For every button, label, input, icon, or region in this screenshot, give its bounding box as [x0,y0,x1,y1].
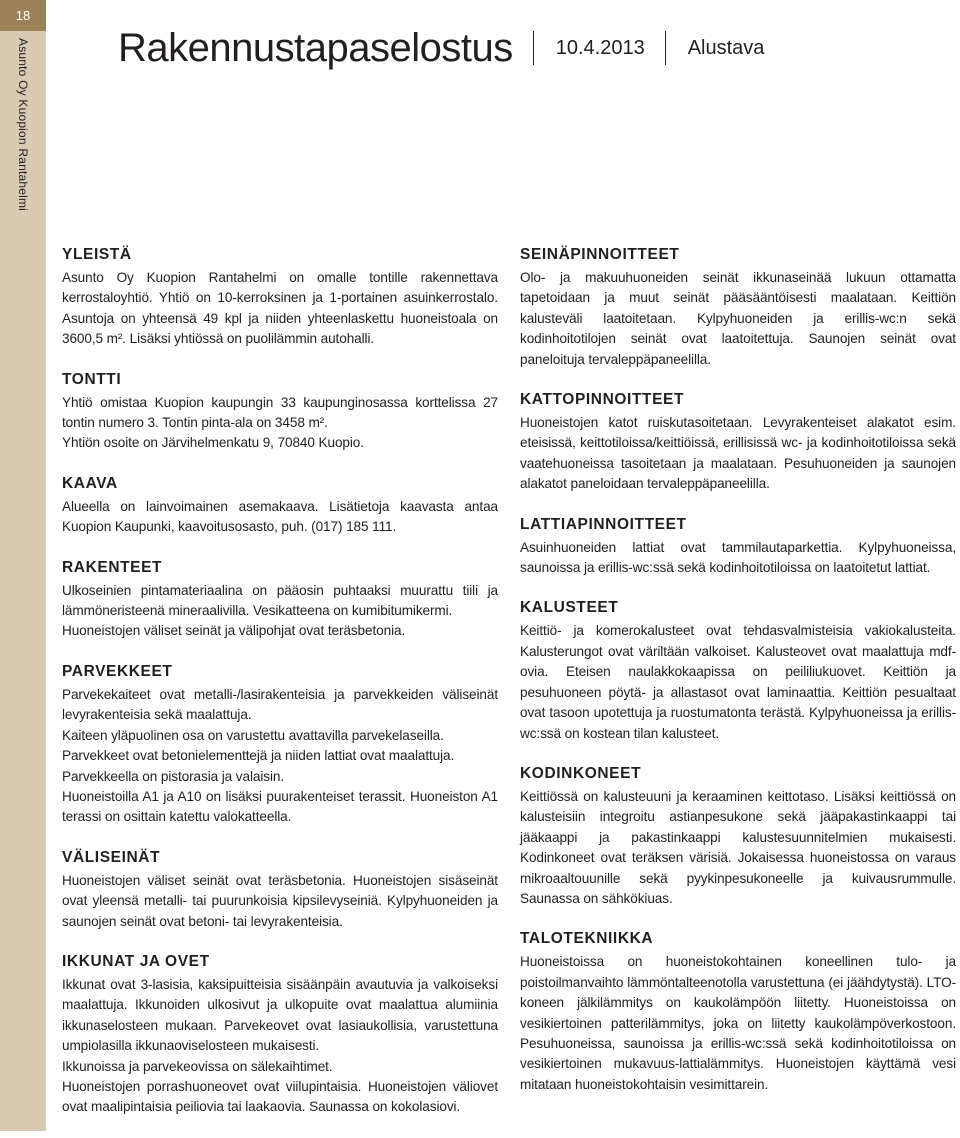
section-heading: SEINÄPINNOITTEET [520,246,680,263]
section-kodinkoneet [520,764,956,909]
section-paragraph: Olo- ja makuuhuoneiden seinät ikkunaseinää lukuun ottamatta tapetoidaan ja muut seinät pääsääntöisesti maalataan. Keittiön kalusteväli laatoitetaan. Kylpyhuoneiden ja erillis-wc:n sekä kodinhoitotilojen seinät ovat laatoitettuja. Saunojen seinät ovat paneloituja tervaleppäpaneelilla. [520,270,956,367]
section-paragraph: Parvekkeella on pistorasia ja valaisin. [62,768,285,784]
section-paragraph: Keittiö- ja komerokalusteet ovat tehdasvalmisteisia vakiokalusteita. Kalusterungot ovat väriltään valkoiset. Kalusteovet ovat maalattuja mdf-ovia. Eteisen naulakkokaapissa on peililiukuovet. Keittiön ja pesuhuoneen pöytä- ja allastasot ovat laminaattia. Keittiön pesualtaat ovat tasoon upotettuja ja ruostumatonta terästä. Kylpyhuoneissa ja erillis-wc:ssä on kostean tilan kalusteet. [520,623,956,741]
section-kattopinnoitteet [520,390,956,495]
document-date: 10.4.2013 [555,36,645,59]
left-column [62,245,498,1138]
section-seinapinnoitteet [520,245,956,370]
section-heading: YLEISTÄ [62,246,132,263]
section-paragraph: Asuinhuoneiden lattiat ovat tammilautaparkettia. Kylpyhuoneissa, saunoissa ja erillis-wc:ssä sekä kodinhoitotiloissa on laatoitetut lattiat. [520,539,956,576]
page-number: 18 [0,0,46,31]
section-heading: PARVEKKEET [62,662,173,680]
document-status: Alustava [687,36,765,59]
section-tontti [62,370,498,454]
page-sidebar [0,0,46,1131]
section-talotekniikka [520,929,956,1095]
section-yleista [62,245,498,350]
section-heading: TALOTEKNIIKKA [520,930,654,948]
section-rakenteet [62,558,498,642]
section-paragraph: Huoneistojen väliset seinät ovat teräsbetonia. Huoneistojen sisäseinät ovat yleensä metalli- tai puurunkoisia kipsilevyseiniä. Kylpyhuoneiden ja saunojen seinät ovat betoni- tai levyrakenteisia. [62,872,498,929]
section-paragraph: Huoneistojen porrashuoneovet ovat viilupintaisia. Huoneistojen väliovet ovat maalipintaisia peiliovia tai laakaovia. Saunassa on kokolasiovi. [62,1078,498,1115]
section-paragraph: Kaiteen yläpuolinen osa on varustettu avattavilla parvekelaseilla. [62,727,444,743]
section-paragraph: Asunto Oy Kuopion Rantahelmi on omalle tontille rakennettava kerrostaloyhtiö. Yhtiö on 10-kerroksinen ja 1-portainen asuinkerrostalo. Asuntoja on yhteensä 49 kpl ja niiden yhteenlaskettu huoneistoala on 3600,5 m². Lisäksi yhtiössä on puolilämmin autohalli. [62,270,498,347]
section-heading: KODINKONEET [520,764,642,782]
section-heading: KATTOPINNOITTEET [520,391,685,409]
section-paragraph: Huoneistojen katot ruiskutasoitetaan. Levyrakenteiset alakatot esim. eteisissä, keittotiloissa/keittiöissä, erillisissä wc- ja kodinhoitotiloissa sekä vaatehuoneissa tasoitetaan ja maalataan. Pesuhuoneiden ja saunojen alakatot paneloidaan tervaleppäpaneelilla. [520,415,956,492]
section-heading: IKKUNAT JA OVET [62,952,210,970]
header-divider [665,31,666,65]
right-column [520,245,956,1115]
section-heading: KALUSTEET [520,599,619,617]
section-paragraph: Parvekekaiteet ovat metalli-/lasirakenteisia ja parvekkeiden väliseinät levyrakenteisia sekä maalattuja. [62,686,498,723]
section-heading: TONTTI [62,370,122,388]
section-paragraph: Parvekkeet ovat betonielementtejä ja niiden lattiat ovat maalattuja. [62,748,455,764]
section-paragraph: Ulkoseinien pintamateriaalina on pääosin puhtaaksi muurattu tiili ja lämmöneristeenä mineraalivilla. Vesikatteena on kumibitumikermi. [62,582,498,619]
section-ikkunat-ja-ovet [62,952,498,1118]
page-header [118,24,764,72]
section-heading: VÄLISEINÄT [62,848,161,866]
section-parvekkeet [62,662,498,828]
section-paragraph: Huoneistojen väliset seinät ja välipohjat ovat teräsbetonia. [62,623,406,639]
header-divider [533,31,534,65]
section-heading: LATTIAPINNOITTEET [520,515,687,533]
section-paragraph: Ikkunoissa ja parvekeovissa on sälekaihtimet. [62,1058,333,1074]
section-kaava [62,474,498,538]
page-title: Rakennustapaselostus [118,25,513,70]
section-paragraph: Huoneistoilla A1 ja A10 on lisäksi puurakenteiset terassit. Huoneiston A1 terassi on osittain katettu valokatteella. [62,788,498,825]
side-label: Asunto Oy Kuopion Rantahelmi [16,38,30,212]
section-heading: RAKENTEET [62,558,163,576]
section-kalusteet [520,598,956,743]
section-paragraph: Alueella on lainvoimainen asemakaava. Lisätietoja kaavasta antaa Kuopion Kaupunki, kaavoitusosasto, puh. (017) 185 111. [62,498,498,535]
section-paragraph: Yhtiön osoite on Järvihelmenkatu 9, 70840 Kuopio. [62,435,364,451]
section-paragraph: Ikkunat ovat 3-lasisia, kaksipuitteisia sisäänpäin avautuvia ja valkoiseksi maalattuja. Ikkunoiden ulkosivut ja ulkopuite ovat maalattua alumiinia ikkunaselosteen mukaan. Parvekeovet ovat lasiaukollisia, varustettuna umpiolasilla ikkunaoviselosteen mukaisesti. [62,976,498,1054]
section-valiseinat [62,848,498,932]
section-paragraph: Yhtiö omistaa Kuopion kaupungin 33 kaupunginosassa korttelissa 27 tontin numero 3. Tontin pinta-ala on 3458 m². [62,394,498,431]
section-lattiapinnoitteet [520,515,956,579]
section-paragraph: Huoneistoissa on huoneistokohtainen koneellinen tulo- ja poistoilmanvaihto lämmöntalteenotolla varustettuna (ei jäähdytystä). LTO-koneen jälkilämmitys on kaukolämpöön liitetty. Huoneistoissa on vesikiertoinen patterilämmitys, joka on liitetty kaukolämpöverkostoon. Pesuhuoneissa, saunoissa ja erillis-wc:ssä sekä kodinhoitotiloissa on vesikiertoinen mukavuus-lattialämmitys. Huoneistojen käyttämä vesi mitataan huoneistokohtaisin vesimittarein. [520,954,956,1092]
section-heading: KAAVA [62,474,118,492]
section-paragraph: Keittiössä on kalusteuuni ja keraaminen keittotaso. Lisäksi keittiössä on kalusteisiin integroitu astianpesukone sekä jääpakastinkaappi tai jääkaappi ja pakastinkaappi kalustesuunnitelmien mukaisesti. Kodinkoneet ovat teräksen värisiä. Jokaisessa huoneistossa on varaus mikroaaltouunille sekä pyykinpesukoneelle ja kuivausrummulle. Saunassa on sähkökiuas. [520,788,956,906]
